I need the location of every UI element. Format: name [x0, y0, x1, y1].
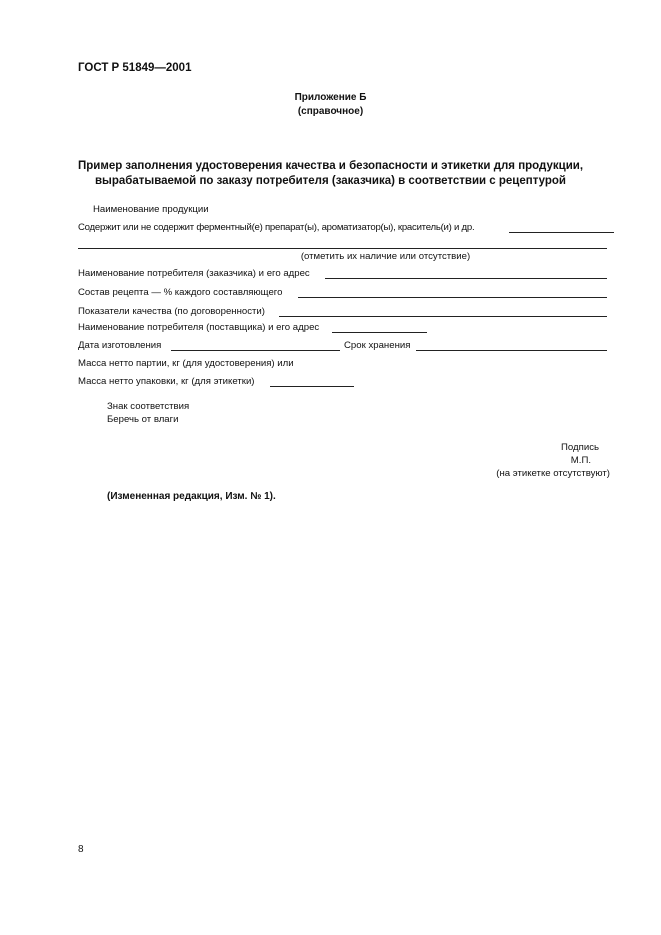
recipe-field-line	[298, 297, 607, 298]
consumer-label: Наименование потребителя (заказчика) и его адрес	[78, 268, 310, 279]
recipe-label: Состав рецепта — % каждого составляющего	[78, 287, 283, 298]
quality-field-line	[279, 316, 607, 317]
consumer-field-line	[325, 278, 607, 279]
contains-hint	[0, 251, 661, 263]
signature-note: (на этикетке отсутствуют)	[496, 468, 610, 479]
conformity-mark-text: Знак соответствия	[107, 401, 190, 412]
date-made-label: Дата изготовления	[78, 340, 162, 351]
date-made-field-line	[171, 350, 340, 351]
appendix-kind: (справочное)	[297, 106, 364, 117]
contains-continuation-line	[78, 248, 607, 249]
net-batch-label: Масса нетто партии, кг (для удостоверения) или	[78, 358, 294, 369]
signature-block	[480, 441, 610, 480]
title-line-2: вырабатываемой по заказу потребителя (заказчика) в соответствии с рецептурой	[94, 175, 567, 187]
shelf-life-field-line	[416, 350, 607, 351]
appendix-label: Приложение Б	[294, 92, 367, 103]
net-pack-label: Масса нетто упаковки, кг (для этикетки)	[78, 376, 255, 387]
appendix-heading	[0, 91, 661, 119]
product-name-label: Наименование продукции	[93, 204, 209, 215]
seal-label: М.П.	[570, 455, 591, 466]
quality-label: Показатели качества (по договоренности)	[78, 306, 265, 317]
supplier-field-line	[332, 332, 427, 333]
title-line-1: Пример заполнения удостоверения качества и безопасности и этикетки для продукции,	[77, 160, 584, 172]
contains-hint-text: (отметить их наличие или отсутствие)	[300, 251, 471, 262]
moisture-warning-text: Беречь от влаги	[107, 414, 179, 425]
supplier-label: Наименование потребителя (поставщика) и его адрес	[78, 322, 320, 333]
shelf-life-label: Срок хранения	[344, 340, 411, 351]
standard-header: ГОСТ Р 51849—2001	[78, 62, 192, 74]
contains-label: Содержит или не содержит ферментный(е) препарат(ы), ароматизатор(ы), краситель(и) и др.	[78, 222, 475, 233]
contains-field-line	[509, 232, 614, 233]
revision-note: (Измененная редакция, Изм. № 1).	[107, 491, 276, 502]
document-title	[0, 159, 661, 189]
signature-label: Подпись	[561, 442, 599, 453]
net-pack-field-line	[270, 386, 354, 387]
page-number: 8	[78, 844, 84, 855]
